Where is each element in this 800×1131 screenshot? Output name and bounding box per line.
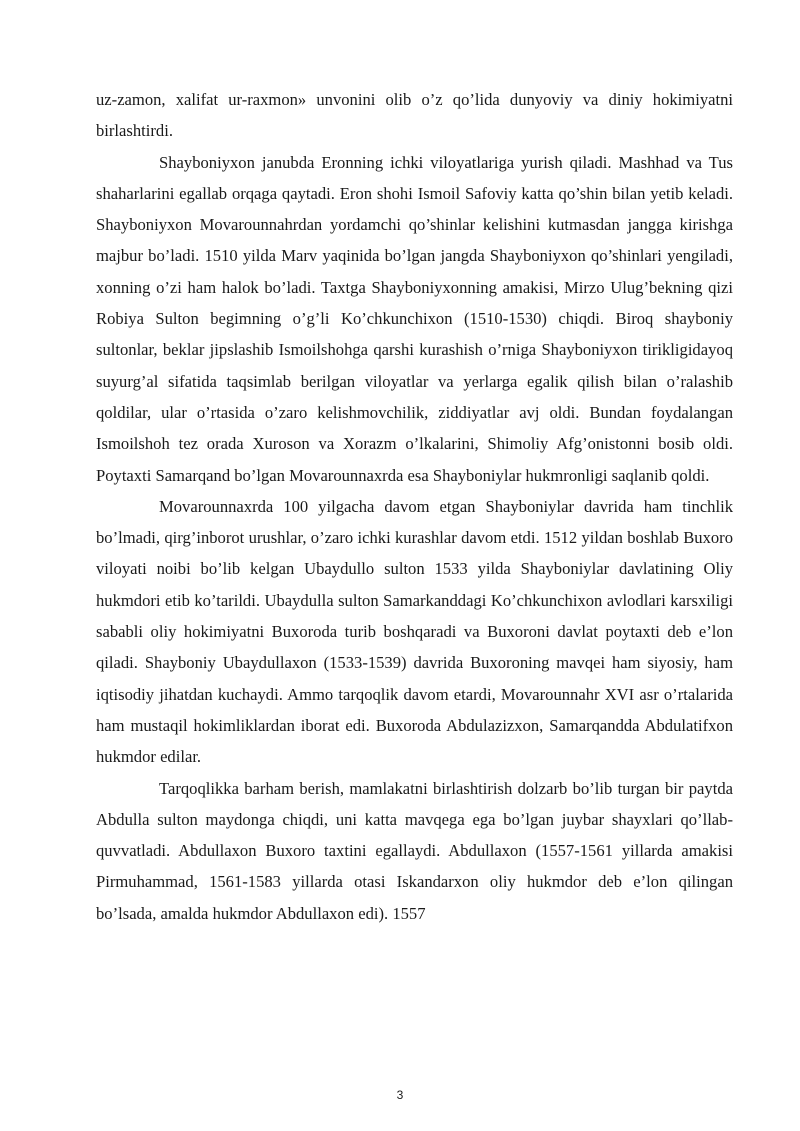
paragraph-abdulla-sulton: Tarqoqlikka barham berish, mamlakatni birlashtirish dolzarb bo’lib turgan bir paytda Abdulla sulton maydonga chiqdi, uni katta mavqega ega bo’lgan juybar shayxlari qo’llab-quvvatladi. Abdullaxon Buxoro taxtini egallaydi. Abdullaxon (1557-1561 yillarda amakisi Pirmuhammad, 1561-1583 yillarda otasi Iskandarxon oliy hukmdor deb e’lon qilingan bo’lsada, amalda hukmdor Abdullaxon edi). 1557 bbox=[96, 778, 733, 923]
paragraph-shayboniylar-era: Movarounnaxrda 100 yilgacha davom etgan Shayboniylar davrida ham tinchlik bo’lmadi, qirg’inborot urushlar, o’zaro ichki kurashlar davom etdi. 1512 yildan boshlab Buxoro viloyati noibi bo’lib kelgan Ubaydullo sulton 1533 yilda Shayboniylar davlatining Oliy hukmdori etib ko’tarildi. Ubaydulla sulton Samarkanddagi Ko’chkunchixon avlodlari karsxiligi sababli oliy hokimiyatni Buxoroda turib boshqaradi va Buxoroni davlat poytaxti deb e’lon qiladi. Shayboniy Ubaydullaxon (1533-1539) davrida Buxoroning mavqei ham siyosiy, ham iqtisodiy jihatdan kuchaydi. Ammo tarqoqlik davom etardi, Movarounnahr XVI asr o’rtalarida ham mustaqil hokimliklardan iborat edi. Buxoroda Abdulazizxon, Samarqandda Abdulatifxon hukmdor edilar. bbox=[96, 496, 733, 767]
paragraph-continuation: uz-zamon, xalifat ur-raxmon» unvonini olib o’z qo’lida dunyoviy va diniy hokimiyatni birlashtirdi. bbox=[96, 90, 733, 141]
body-text bbox=[96, 84, 733, 929]
paragraph-shayboniyxon-campaign: Shayboniyxon janubda Eronning ichki viloyatlariga yurish qiladi. Mashhad va Tus shaharlarini egallab orqaga qaytadi. Eron shohi Ismoil Safoviy katta qo’shin bilan yetib keladi. Shayboniyxon Movarounnahrdan yordamchi qo’shinlar kelishini kutmasdan jangga kirishga majbur bo’ladi. 1510 yilda Marv yaqinida bo’lgan jangda Shayboniyxon qo’shinlari yengiladi, xonning o’zi ham halok bo’ladi. Taxtga Shayboniyxonning amakisi, Mirzo Ulug’bekning qizi Robiya Sulton begimning o’g’li Ko’chkunchixon (1510-1530) chiqdi. Biroq shayboniy sultonlar, beklar jipslashib Ismoilshohga qarshi kurashish o’rniga Shayboniyxon tirikligidayoq suyurg’al sifatida taqsimlab berilgan viloyatlar va yerlarga egalik qilish bilan o’ralashib qoldilar, ular o’rtasida o’zaro kelishmovchilik, ziddiyatlar avj oldi. Bundan foydalangan Ismoilshoh tez orada Xuroson va Xorazm o’lkalarini, Shimoliy Afg’onistonni bosib oldi. Poytaxti Samarqand bo’lgan Movarounnaxrda esa Shayboniylar hukmronligi saqlanib qoldi. bbox=[96, 152, 733, 485]
page-number: 3 bbox=[396, 1088, 404, 1102]
